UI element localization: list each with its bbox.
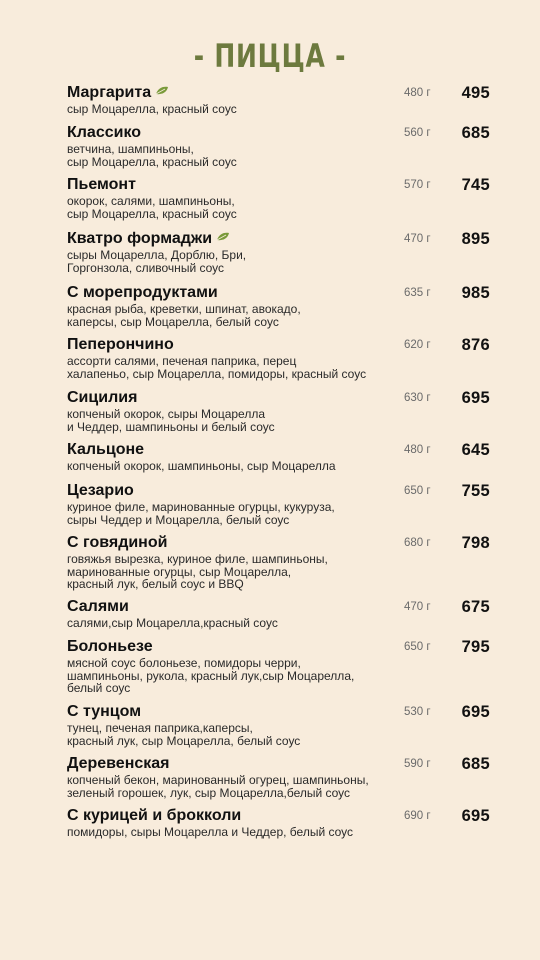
description-line: халапеньо, сыр Моцарелла, помидоры, красный соус [67, 366, 367, 381]
menu-item-name-text: С тунцом [67, 703, 142, 720]
menu-item [67, 123, 497, 168]
menu-item-name [67, 335, 497, 355]
description-line: сыр Моцарелла, красный соус [67, 102, 237, 116]
menu-item-name-text: Сицилия [67, 389, 138, 406]
menu-item-name [67, 229, 497, 249]
menu-item-weight: 480 г [404, 87, 431, 99]
menu-item [67, 440, 497, 473]
description-line: и Чеддер, шампиньоны и белый соус [67, 419, 275, 434]
menu-item-price: 795 [461, 638, 490, 656]
menu-item [67, 702, 497, 747]
menu-item-weight: 630 г [404, 392, 431, 404]
description-line: белый соус [67, 681, 131, 695]
menu-item-weight: 470 г [404, 233, 431, 245]
menu-item-name-text: С морепродуктами [67, 284, 218, 301]
menu-item [67, 533, 497, 591]
menu-item-description [67, 103, 497, 116]
menu-item-name [67, 388, 497, 408]
menu-item-name-text: Пьемонт [67, 176, 136, 193]
menu-item-name-text: Цезарио [67, 482, 134, 499]
description-line: копченый окорок, сыры Моцарелла [67, 407, 266, 421]
menu-item-name [67, 175, 497, 195]
menu-item-name-text: Классико [67, 124, 142, 141]
menu-item [67, 754, 497, 799]
menu-item-price: 695 [461, 389, 490, 407]
menu-item-description [67, 408, 497, 433]
menu-item-price: 745 [461, 176, 490, 194]
description-line: копченый бекон, маринованный огурец, шампиньоны, [67, 773, 369, 787]
menu-item-price: 695 [461, 703, 490, 721]
description-line: сыр Моцарелла, красный соус [67, 154, 237, 169]
menu-item-weight: 470 г [404, 601, 431, 613]
menu-item-name [67, 283, 497, 303]
menu-item-price: 798 [461, 534, 490, 552]
description-line: сыры Моцарелла, Дорблю, Бри, [67, 248, 247, 262]
menu-item-weight: 650 г [404, 485, 431, 497]
menu-item-weight: 690 г [404, 810, 431, 822]
menu-item-price: 695 [461, 807, 490, 825]
menu-item-name [67, 481, 497, 501]
menu-item-weight: 560 г [404, 127, 431, 139]
menu-item-description [67, 249, 497, 274]
menu-item-name-text: Салями [67, 598, 129, 615]
menu-item-description [67, 657, 497, 695]
menu-item-name [67, 533, 497, 553]
menu-item-description [67, 303, 497, 328]
menu-item [67, 175, 497, 220]
description-line: ветчина, шампиньоны, [67, 142, 194, 156]
menu-item-weight: 570 г [404, 179, 431, 191]
menu-item-weight: 590 г [404, 758, 431, 770]
menu-item [67, 388, 497, 433]
description-line: копченый окорок, шампиньоны, сыр Моцарелла [67, 459, 336, 473]
description-line: салями,сыр Моцарелла,красный соус [67, 616, 278, 630]
menu-item-price: 675 [461, 598, 490, 616]
menu-item-name-text: Маргарита [67, 84, 152, 101]
menu-item-name-text: Пеперончино [67, 336, 174, 353]
description-line: сыры Чеддер и Моцарелла, белый соус [67, 512, 290, 527]
menu-item-name-text: С курицей и брокколи [67, 807, 242, 824]
menu-item-name [67, 123, 497, 143]
menu-item [67, 229, 497, 274]
description-line: зеленый горошек, лук, сыр Моцарелла,белый соус [67, 785, 351, 800]
menu-item-name [67, 806, 497, 826]
menu-item-name [67, 754, 497, 774]
description-line: сыр Моцарелла, красный соус [67, 206, 237, 221]
menu-item-description [67, 143, 497, 168]
menu-item-weight: 680 г [404, 537, 431, 549]
menu-item [67, 283, 497, 328]
menu-item-weight: 480 г [404, 444, 431, 456]
menu-item-weight: 530 г [404, 706, 431, 718]
menu-item [67, 481, 497, 526]
description-line: говяжья вырезка, куриное филе, шампиньоны, [67, 552, 328, 566]
menu-item-description [67, 722, 497, 747]
menu-item-weight: 620 г [404, 339, 431, 351]
menu-item-name-text: Кватро формаджи [67, 230, 213, 247]
vegetarian-leaf-icon [216, 232, 230, 242]
menu-item-price: 685 [461, 755, 490, 773]
menu-item-name-text: Деревенская [67, 755, 170, 772]
description-line: Горгонзола, сливочный соус [67, 260, 225, 275]
page-title: - ПИЦЦА - [193, 37, 347, 75]
menu-item-price: 895 [461, 230, 490, 248]
description-line: ассорти салями, печеная паприка, перец [67, 354, 297, 368]
menu-item-weight: 650 г [404, 641, 431, 653]
menu-item-name [67, 637, 497, 657]
menu-item-name [67, 83, 497, 103]
menu-item-name-text: Болоньезе [67, 638, 153, 655]
description-line: красный лук, сыр Моцарелла, белый соус [67, 733, 301, 748]
menu-item-description [67, 774, 497, 799]
menu-item-price: 985 [461, 284, 490, 302]
menu-item [67, 597, 497, 630]
menu-item-description [67, 355, 497, 380]
description-line: окорок, салями, шампиньоны, [67, 194, 235, 208]
menu-item-name [67, 440, 497, 460]
menu-item-price: 876 [461, 336, 490, 354]
menu-item-name [67, 702, 497, 722]
menu-item-description [67, 460, 497, 473]
menu-item [67, 335, 497, 380]
description-line: маринованные огурцы, сыр Моцарелла, [67, 564, 292, 579]
menu-item-description [67, 553, 497, 591]
menu-item-price: 495 [461, 84, 490, 102]
description-line: красная рыба, креветки, шпинат, авокадо, [67, 302, 301, 316]
menu-item-description [67, 826, 497, 839]
description-line: тунец, печеная паприка,каперсы, [67, 721, 253, 735]
menu-item-description [67, 195, 497, 220]
menu-item-description [67, 617, 497, 630]
description-line: шампиньоны, рукола, красный лук,сыр Моцарелла, [67, 668, 355, 683]
description-line: мясной соус болоньезе, помидоры черри, [67, 656, 301, 670]
vegetarian-leaf-icon [155, 86, 169, 96]
menu-item-price: 645 [461, 441, 490, 459]
menu-item-name-text: С говядиной [67, 534, 168, 551]
menu-item [67, 806, 497, 839]
description-line: помидоры, сыры Моцарелла и Чеддер, белый соус [67, 825, 354, 839]
description-line: каперсы, сыр Моцарелла, белый соус [67, 314, 279, 329]
menu-item-name [67, 597, 497, 617]
menu-item-weight: 635 г [404, 287, 431, 299]
description-line: куриное филе, маринованные огурцы, кукуруза, [67, 500, 335, 514]
description-line: красный лук, белый соус и BBQ [67, 577, 244, 591]
menu-item-description [67, 501, 497, 526]
menu-item-price: 685 [461, 124, 490, 142]
menu-item-price: 755 [461, 482, 490, 500]
menu-item-name-text: Кальцоне [67, 441, 145, 458]
menu-item [67, 83, 497, 116]
menu-item [67, 637, 497, 695]
